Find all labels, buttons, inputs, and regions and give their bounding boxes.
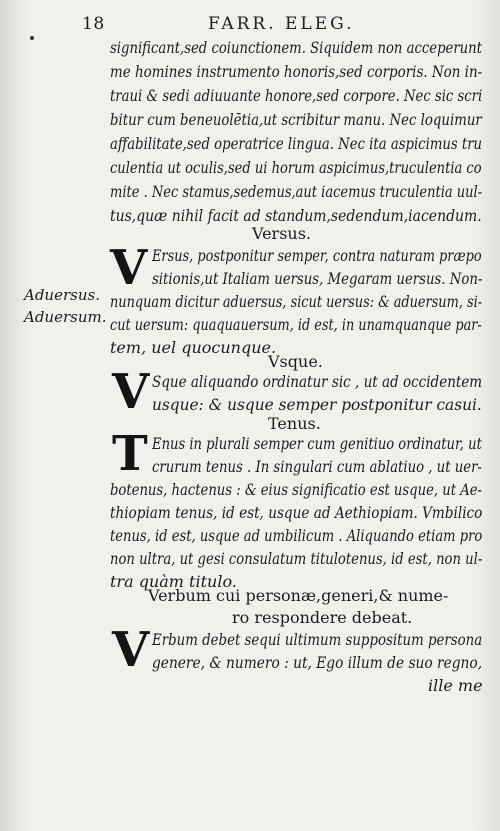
- body-line: mite . Nec stamus,sedemus,aut iacemus truculentia uul-: [110, 182, 483, 201]
- section-line: tenus, id est, usque ad umbilicum . Aliquando etiam pro: [110, 526, 483, 545]
- marginal-note: Aduersus.: [24, 286, 100, 304]
- section-line: Erbum debet sequi ultimum suppositum persona: [152, 630, 483, 649]
- running-head: FARR. ELEG.: [208, 14, 355, 34]
- catchword: ille me: [428, 676, 483, 695]
- initial-letter: T: [112, 426, 148, 482]
- body-line: significant,sed coiunctionem. Siquidem non acceperunt: [110, 38, 482, 57]
- page-number: 18: [82, 14, 105, 34]
- section-heading-versus: Versus.: [252, 224, 312, 243]
- section-line: cut uersum: quaquauersum, id est, in unamquanque par-: [110, 315, 482, 334]
- section-line: sitionis,ut Italiam uersus, Megaram uersus. Non-: [152, 269, 483, 288]
- section-line: tra quàm titulo.: [110, 572, 237, 591]
- section-line: non ultra, ut gesi consulatum titulotenus, id est, non ul-: [110, 549, 483, 568]
- body-line: affabilitate,sed operatrice lingua. Nec ita aspicimus tru: [110, 134, 483, 153]
- section-line: Ersus, postponitur semper, contra naturam præpo: [152, 246, 482, 265]
- body-line: me homines instrumento honoris,sed corporis. Non in-: [110, 62, 483, 81]
- section-line: genere, & numero : ut, Ego illum de suo regno,: [152, 653, 483, 672]
- body-line: culentia ut oculis,sed ui horum aspicimus,truculentia co: [110, 158, 482, 177]
- section-heading-vsque: Vsque.: [268, 352, 323, 371]
- ink-dot: [30, 36, 34, 40]
- section-line: tem, uel quocunque.: [110, 338, 277, 357]
- initial-letter: V: [112, 622, 150, 678]
- section-heading-tenus: Tenus.: [268, 414, 321, 433]
- section-line: Sque aliquando ordinatur sic , ut ad occidentem: [152, 372, 483, 391]
- body-line: bitur cum beneuolētia,ut scribitur manu. Nec loquimur: [110, 110, 482, 129]
- section-line: botenus, hactenus : & eius significatio est usque, ut Ae-: [110, 480, 482, 499]
- section-line: thiopiam tenus, id est, usque ad Aethiopiam. Vmbilico: [110, 503, 483, 522]
- initial-letter: V: [112, 364, 150, 420]
- body-line: tus,quæ nihil facit ad standum,sedendum,iacendum.: [110, 206, 482, 225]
- initial-letter: V: [110, 240, 148, 296]
- marginal-note: Aduersum.: [24, 308, 107, 326]
- section-line: Enus in plurali semper cum genitiuo ordinatur, ut: [152, 434, 482, 453]
- section-line: usque: & usque semper postponitur casui.: [152, 395, 482, 414]
- section-line: nunquam dicitur aduersus, sicut uersus: & aduersum, si-: [110, 292, 483, 311]
- section-heading-verbum: Verbum cui personæ,generi,& nume-: [148, 586, 449, 605]
- section-heading-verbum-cont: ro respondere debeat.: [232, 608, 413, 627]
- section-line: crurum tenus . In singulari cum ablatiuo , ut uer-: [152, 457, 482, 476]
- body-line: traui & sedi adiuuante honore,sed corpore. Nec sic scri: [110, 86, 483, 105]
